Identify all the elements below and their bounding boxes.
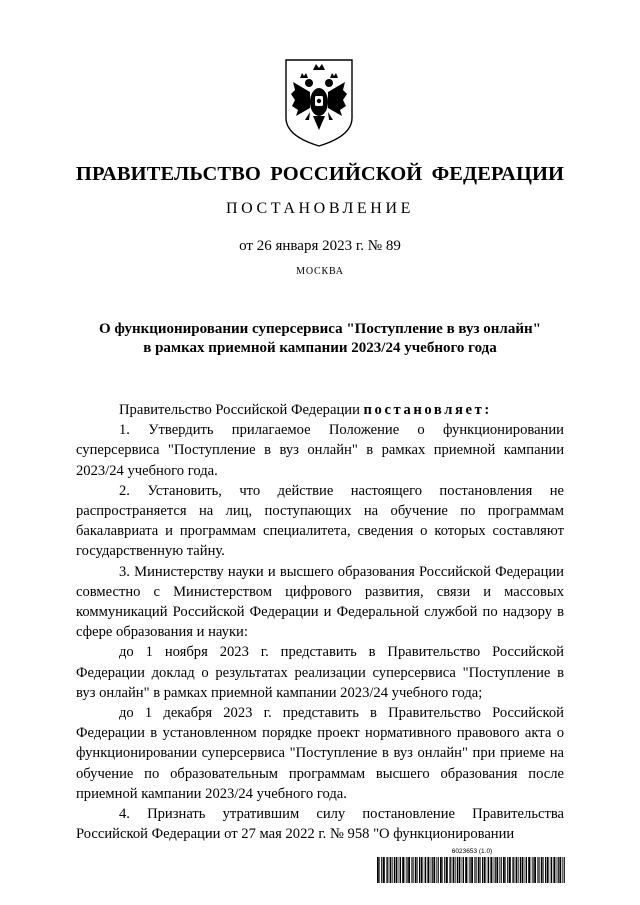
document-city: МОСКВА	[296, 266, 344, 277]
paragraph-1: 1. Утвердить прилагаемое Положение о функционировании суперсервиса "Поступление в вуз онлайн" в рамках приемной кампании 2023/24 учебного года.	[76, 422, 564, 479]
paragraph-4: 4. Признать утратившим силу постановление Правительства Российской Федерации от 27 мая 2022 г. № 958 "О функционировании	[76, 806, 564, 843]
coat-of-arms-icon	[283, 56, 355, 148]
paragraph-3b: до 1 декабря 2023 г. представить в Правительство Российской Федерации в установленном порядке проект нормативного правового акта о функционировании суперсервиса "Поступление в вуз онлайн" при приеме на обучение по образовательным программам высшего образования после приемной кампании 2023/24 учебного года.	[76, 705, 564, 802]
heading-line-1: О функционировании суперсервиса "Поступление в вуз онлайн"	[99, 321, 541, 337]
document-date-number: от 26 января 2023 г. № 89	[239, 238, 401, 254]
intro-emphasis: постановляет:	[363, 402, 492, 418]
paragraph-intro	[76, 400, 564, 420]
paragraph-2: 2. Установить, что действие настоящего постановления не распространяется на лиц, поступающих на обучение по программам бакалавриата и программам специалитета, сведения о которых составляют государственную тайну.	[76, 482, 564, 560]
intro-text: Правительство Российской Федерации	[119, 402, 364, 418]
paragraph-3a: до 1 ноября 2023 г. представить в Правительство Российской Федерации доклад о результатах реализации суперсервиса "Поступление в вуз онлайн" в рамках приемной кампании 2023/24 учебного года;	[76, 644, 564, 701]
paragraph-3: 3. Министерству науки и высшего образования Российской Федерации совместно с Министерством цифрового развития, связи и массовых коммуникаций Российской Федерации и Федеральной службой по надзору в сфере образования и науки:	[76, 563, 564, 641]
government-title: ПРАВИТЕЛЬСТВО РОССИЙСКОЙ ФЕДЕРАЦИИ	[75, 163, 565, 185]
document-body	[76, 400, 564, 844]
barcode-code: 6023653 (1.0)	[451, 848, 493, 855]
document-type: ПОСТАНОВЛЕНИЕ	[226, 200, 414, 217]
barcode-icon	[377, 848, 567, 884]
document-heading	[60, 320, 580, 358]
heading-line-2: в рамках приемной кампании 2023/24 учебного года	[143, 340, 497, 356]
